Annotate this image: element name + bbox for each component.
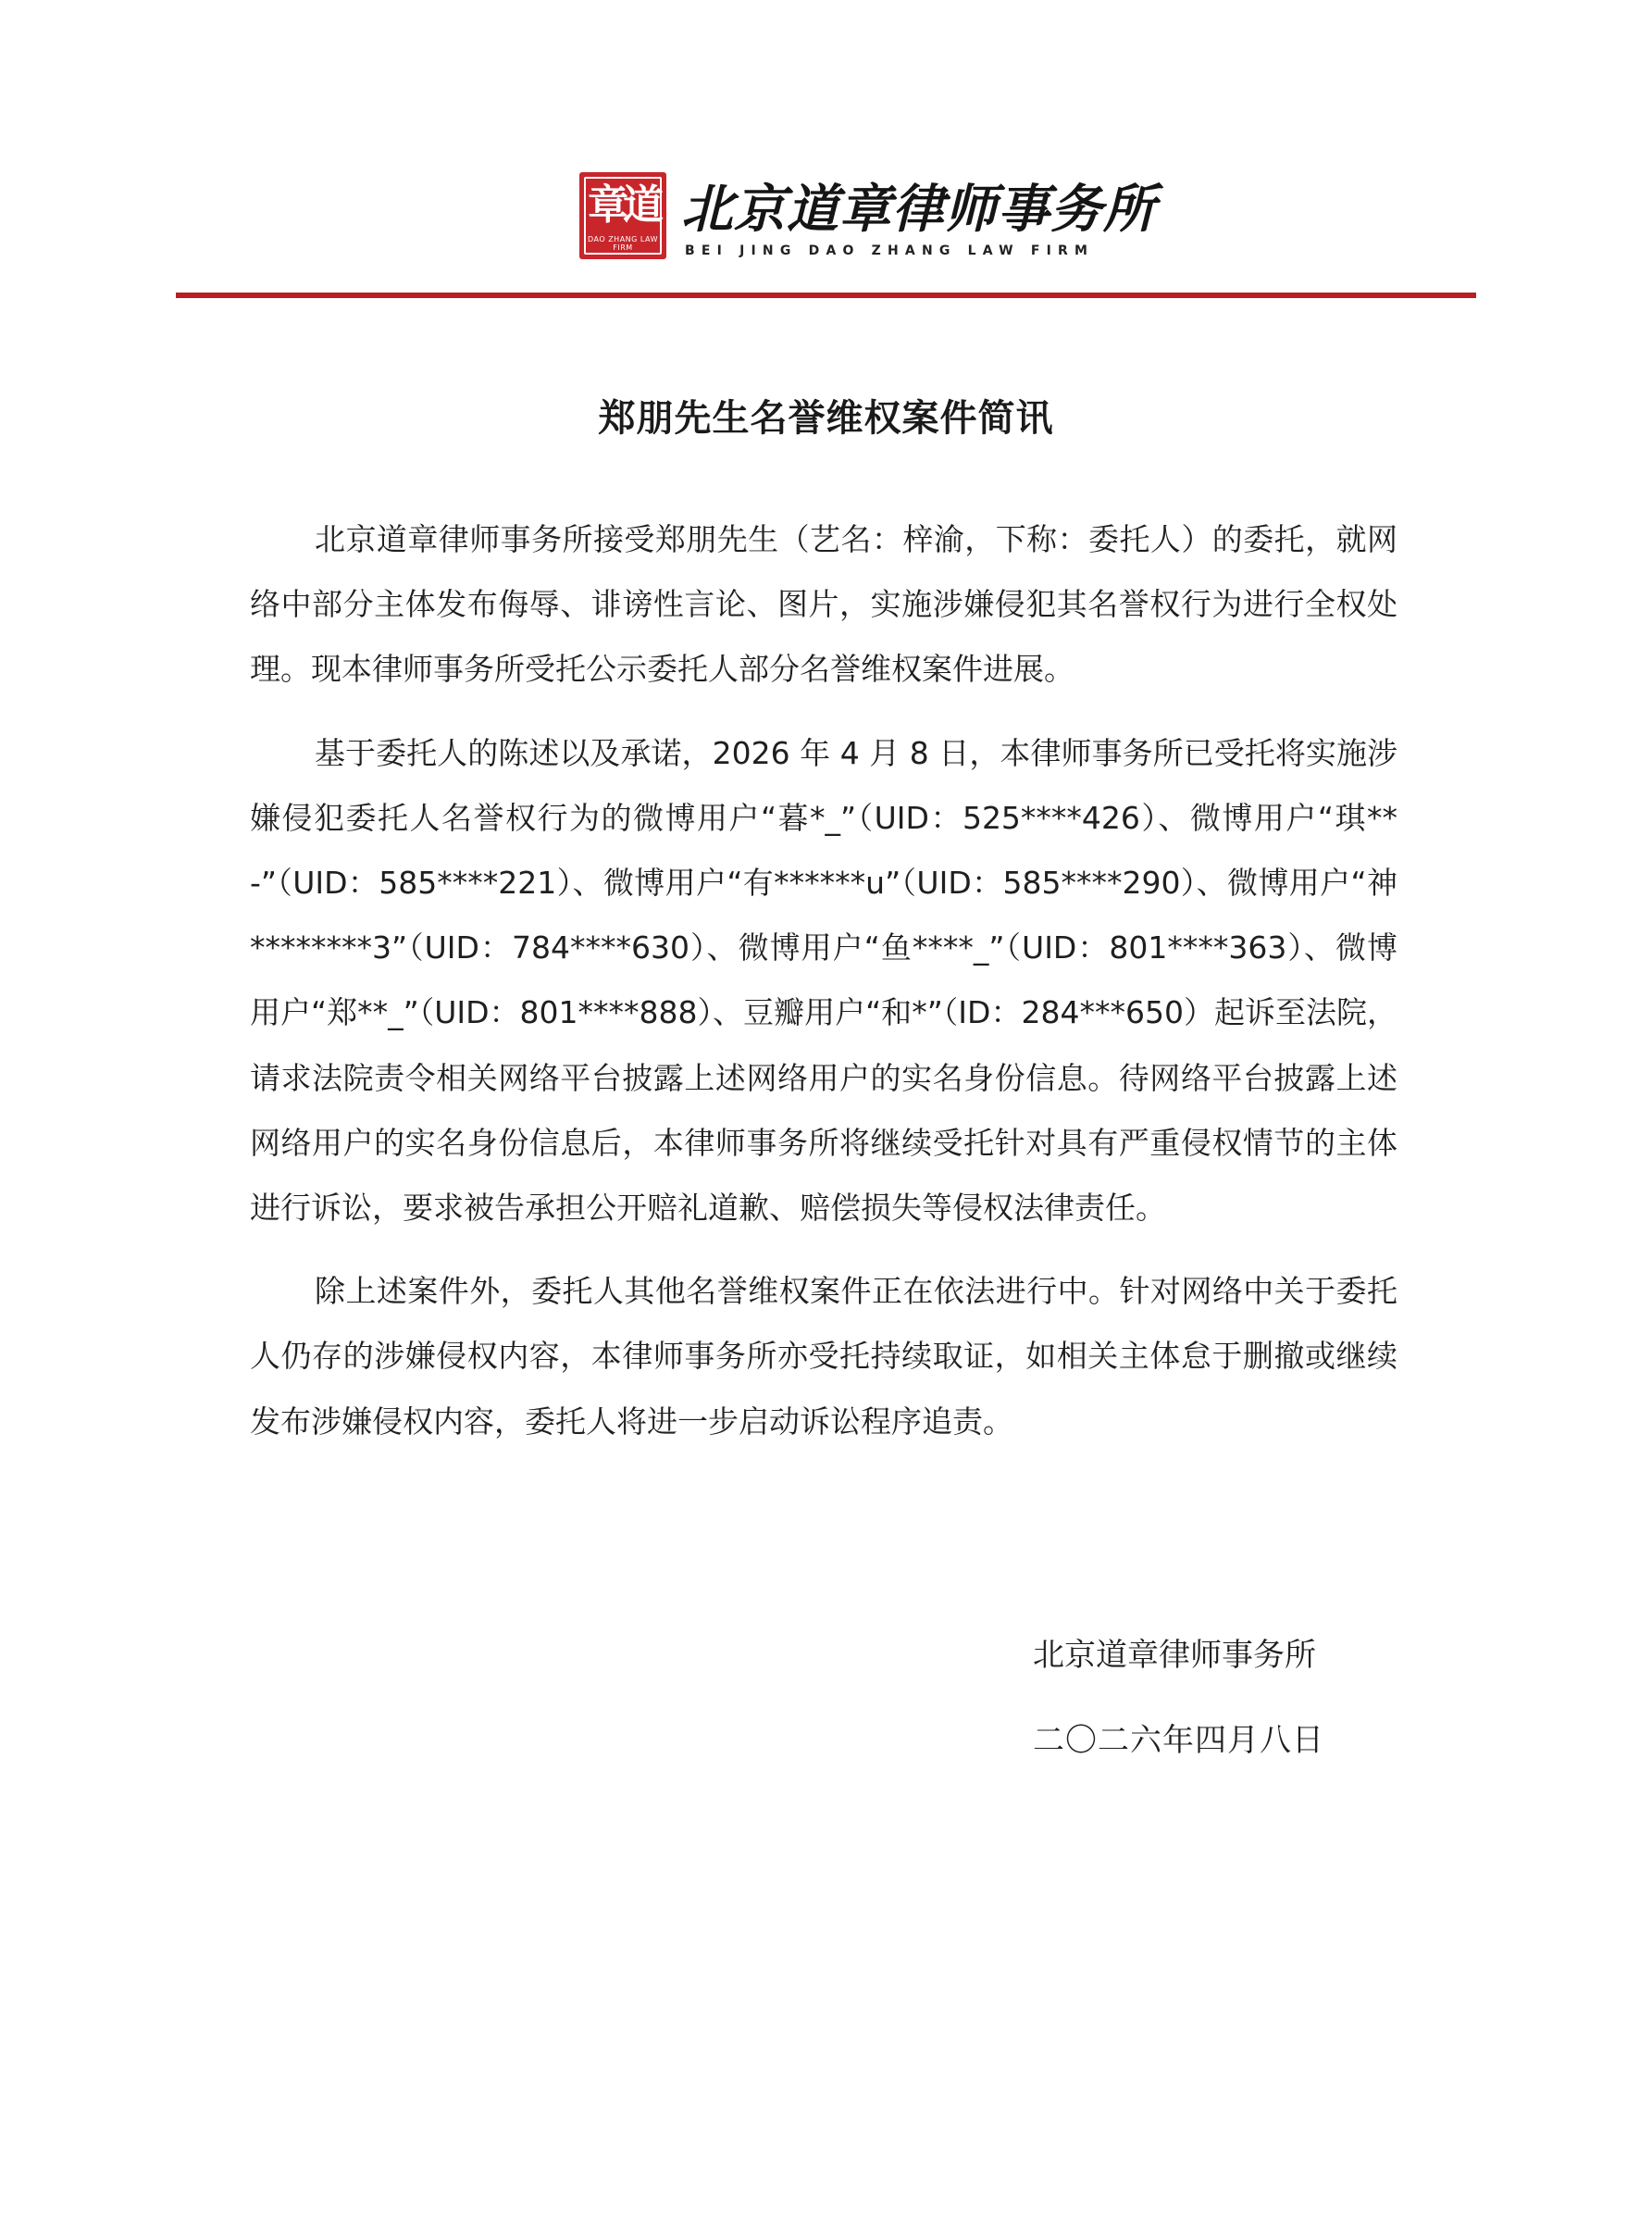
firm-name-english: BEI JING DAO ZHANG LAW FIRM [685, 243, 1095, 258]
letterhead [0, 0, 1652, 305]
signature-date: 二〇二六年四月八日 [1033, 1722, 1324, 1759]
paragraph-intro: 北京道章律师事务所接受郑朋先生（艺名：梓渝，下称：委托人）的委托，就网络中部分主体发布侮辱、诽谤性言论、图片，实施涉嫌侵犯其名誉权行为进行全权处理。现本律师事务所受托公示委托人部分名誉维权案件进展。 [250, 521, 1397, 688]
paragraph-litigation: 基于委托人的陈述以及承诺，2026 年 4 月 8 日，本律师事务所已受托将实施涉嫌侵犯委托人名誉权行为的微博用户“暮*_”（UID：525****426）、微博用户“琪**-”（UID：585****221）、微博用户“有******u”（UID：585****290）、微博用户“神********3”（UID：784****630）、微博用户“鱼****_”（UID：801****363）、微博用户“郑**_”（UID：801****888）、豆瓣用户“和*”（ID：284***650）起诉至法院，请求法院责令相关网络平台披露上述网络用户的实名身份信息。待网络平台披露上述网络用户的实名身份信息后，本律师事务所将继续受托针对具有严重侵权情节的主体进行诉讼，要求被告承担公开赔礼道歉、赔偿损失等侵权法律责任。 [250, 734, 1397, 1227]
seal-subtext: DAO ZHANG LAW FIRM [588, 235, 658, 252]
document-title: 郑朋先生名誉维权案件简讯 [598, 397, 1054, 440]
letterhead-divider [176, 293, 1476, 298]
paragraph-ongoing: 除上述案件外，委托人其他名誉维权案件正在依法进行中。针对网络中关于委托人仍存的涉嫌侵权内容，本律师事务所亦受托持续取证，如相关主体怠于删撤或继续发布涉嫌侵权内容，委托人将进一步启动诉讼程序追责。 [250, 1273, 1397, 1440]
seal-glyphs: 章道 [588, 181, 658, 229]
signature-firm: 北京道章律师事务所 [1033, 1637, 1316, 1674]
document-body [250, 507, 1397, 1473]
firm-logo-seal [579, 172, 666, 259]
firm-name-chinese: 北京道章律师事务所 [681, 179, 1156, 240]
